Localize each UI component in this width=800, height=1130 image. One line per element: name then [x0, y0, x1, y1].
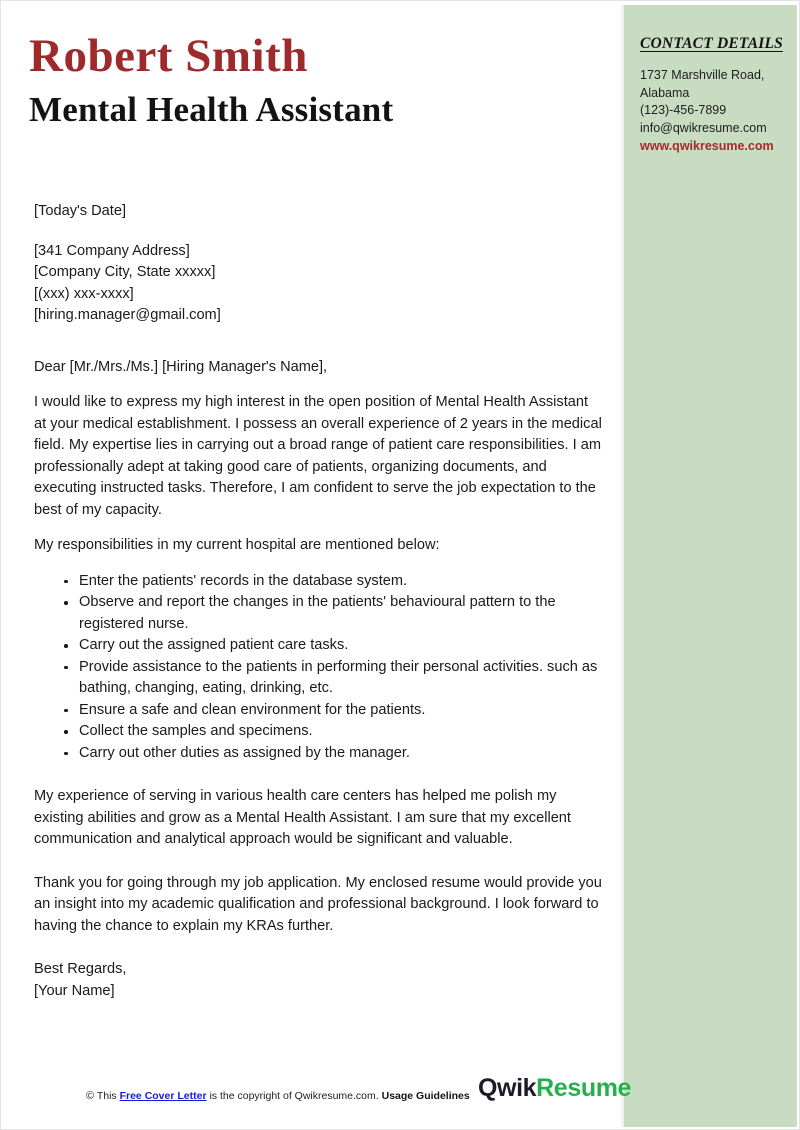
list-item: Ensure a safe and clean environment for the patients. [34, 700, 604, 722]
contact-details-heading: CONTACT DETAILS [640, 35, 783, 52]
free-cover-letter-link[interactable]: Free Cover Letter [119, 1090, 207, 1102]
logo-text-qwik: Qwik [478, 1074, 537, 1102]
footer-text-after-link: is the copyright of Qwikresume.com. [206, 1090, 382, 1102]
footer-text-before-link: This [94, 1090, 120, 1102]
list-item: Carry out the assigned patient care tasks. [34, 635, 604, 657]
contact-website[interactable]: www.qwikresume.com [640, 139, 774, 153]
closing-line: Best Regards, [34, 961, 127, 977]
list-item: Enter the patients' records in the database system. [34, 571, 604, 593]
letter-body [34, 201, 604, 1002]
responsibilities-list [34, 571, 604, 765]
responsibilities-intro: My responsibilities in my current hospital are mentioned below: [34, 537, 440, 553]
recipient-address: [341 Company Address] [34, 242, 190, 259]
signature-line: [Your Name] [34, 982, 115, 999]
spacer-before-closing [34, 951, 604, 959]
contact-address-line1: 1737 Marshville Road, [640, 68, 765, 82]
list-item: Collect the samples and specimens. [34, 721, 604, 743]
contact-sidebar-inner [624, 5, 797, 156]
recipient-email: [hiring.manager@gmail.com] [34, 307, 221, 323]
recipient-block [34, 241, 604, 327]
logo-text-resume: Resume [536, 1074, 632, 1102]
qwikresume-logo[interactable] [478, 1074, 631, 1103]
letter-header [29, 31, 609, 130]
list-item: Observe and report the changes in the patients' behavioural pattern to the registered nurse. [34, 592, 604, 635]
list-item: Carry out other duties as assigned by the manager. [34, 743, 604, 765]
usage-guidelines-link[interactable]: Usage Guidelines [381, 1090, 470, 1102]
list-item: Provide assistance to the patients in performing their personal activities. such as bathing, changing, eating, drinking, etc. [34, 657, 604, 700]
candidate-name: Robert Smith [29, 30, 308, 82]
recipient-city-state-zip: [Company City, State xxxxx] [34, 264, 216, 280]
candidate-job-title: Mental Health Assistant [29, 89, 394, 129]
contact-address-line2: Alabama [640, 85, 690, 100]
paragraph-thanks: Thank you for going through my job application. My enclosed resume would provide you an insight into my academic qualification and professional background. I look forward to having the chance to explain my KRAs further. [34, 874, 602, 934]
letter-date: [Today's Date] [34, 203, 127, 219]
spacer-before-thanks [34, 865, 604, 873]
copyright-icon: © [86, 1090, 95, 1102]
contact-phone: (123)-456-7899 [640, 103, 727, 117]
contact-sidebar [621, 5, 797, 1127]
spacer-after-list [34, 778, 604, 786]
footer-copyright-text [86, 1090, 470, 1102]
salutation: Dear [Mr./Mrs./Ms.] [Hiring Manager's Name], [34, 358, 328, 375]
contact-email: info@qwikresume.com [640, 120, 767, 135]
spacer-before-salutation [34, 341, 604, 357]
paragraph-intro: I would like to express my high interest in the open position of Mental Health Assistant at your medical establishment. I possess an overall experience of 2 years in the medical field. My expertise lies in carrying out a broad range of patient care responsibilities. I am professionally adept at taking good care of patients, organizing documents, and executing instructed tasks. Therefore, I am confident to serve the job expectation to the best of my capacity. [34, 394, 602, 518]
recipient-phone: [(xxx) xxx-xxxx] [34, 285, 134, 302]
paragraph-experience: My experience of serving in various health care centers has helped me polish my existing abilities and grow as a Mental Health Assistant. I am sure that my excellent communication and analytical approach would be significant and valuable. [34, 788, 571, 847]
